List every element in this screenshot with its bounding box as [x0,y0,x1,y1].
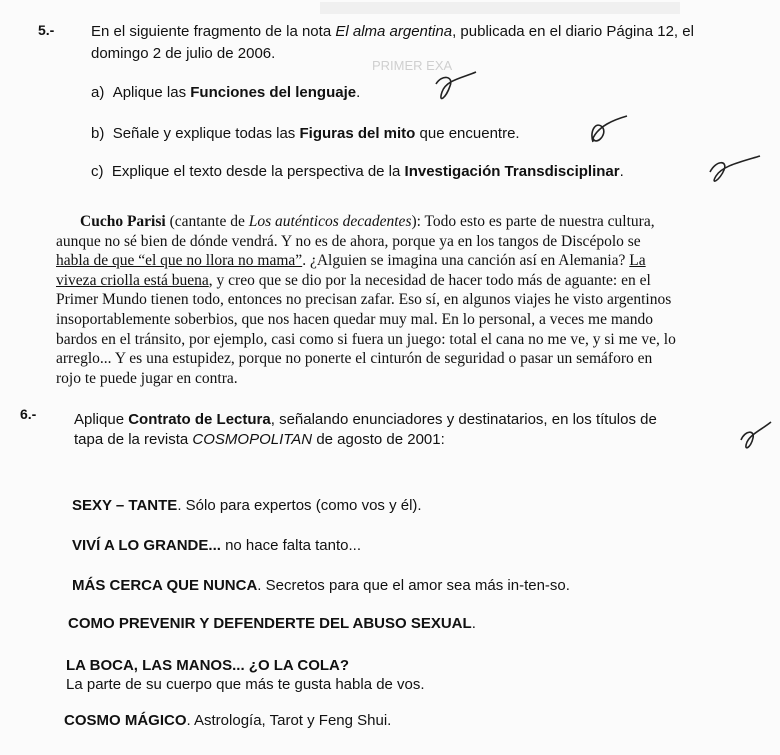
headline-6: COSMO MÁGICO. Astrología, Tarot y Feng Shui. [64,712,392,729]
exercise-6-number: 6.- [20,406,37,422]
headline-4: COMO PREVENIR Y DEFENDERTE DEL ABUSO SEXUAL. [68,615,476,632]
bleed-through-band [320,2,680,14]
headline-2: VIVÍ A LO GRANDE... no hace falta tanto... [72,537,362,554]
handwritten-check-c [704,150,764,190]
headline-3: MÁS CERCA QUE NUNCA. Secretos para que el amor sea más in-ten-so. [72,577,570,594]
handwritten-check-b [585,112,631,148]
headline-5-line2: La parte de su cuerpo que más te gusta habla de vos. [66,676,425,693]
headline-1: SEXY – TANTE. Sólo para expertos (como vos y él). [72,497,422,514]
exercise-6-intro: Aplique Contrato de Lectura, señalando enunciadores y destinatarios, en los títulos de [74,411,657,428]
exercise-5-number: 5.- [38,22,55,38]
exercise-5-intro-line2: domingo 2 de julio de 2006. [91,45,276,62]
headline-5: LA BOCA, LAS MANOS... ¿O LA COLA? [66,657,350,674]
ghost-text: PRIMER EXA [372,58,453,73]
handwritten-check-6 [735,418,775,458]
item-c: c) Explique el texto desde la perspectiva de la Investigación Transdisciplinar. [91,163,624,180]
item-b: b) Señale y explique todas las Figuras del mito que encuentre. [91,125,520,142]
item-a: a) Aplique las Funciones del lenguaje. [91,84,361,101]
quote-paragraph: Cucho Parisi (cantante de Los auténticos decadentes): Todo esto es parte de nuestra cultura, aunque no sé bien de dónde vendrá. Y no es de ahora, porque ya en los tangos de Discépolo se habla de que “el que no llora no mama”. ¿Alguien se imagina una canción así en Alemania? La viveza criolla está buena, y creo que se dio por la necesidad de hacer todo más de aguante: en el Primer Mundo tienen todo, entonces no precisan zafar. Eso sí, en algunos viajes he visto argentinos insoportablemente soberbios, que nos hacen quedar muy mal. En lo personal, a veces me mando bardos en el tránsito, por ejemplo, casi como si fuera un juego: total el cana no me ve, y si me ve, lo arreglo... Y es una estupidez, porque no ponerte el cinturón de seguridad o pasar un semáforo en rojo te puede jugar en contra. [56,213,676,387]
exercise-5-intro: En el siguiente fragmento de la nota El alma argentina, publicada en el diario Página 12, el [91,23,694,40]
handwritten-check-a [432,70,480,106]
exercise-6-intro-line2: tapa de la revista COSMOPOLITAN de agosto de 2001: [74,431,445,448]
